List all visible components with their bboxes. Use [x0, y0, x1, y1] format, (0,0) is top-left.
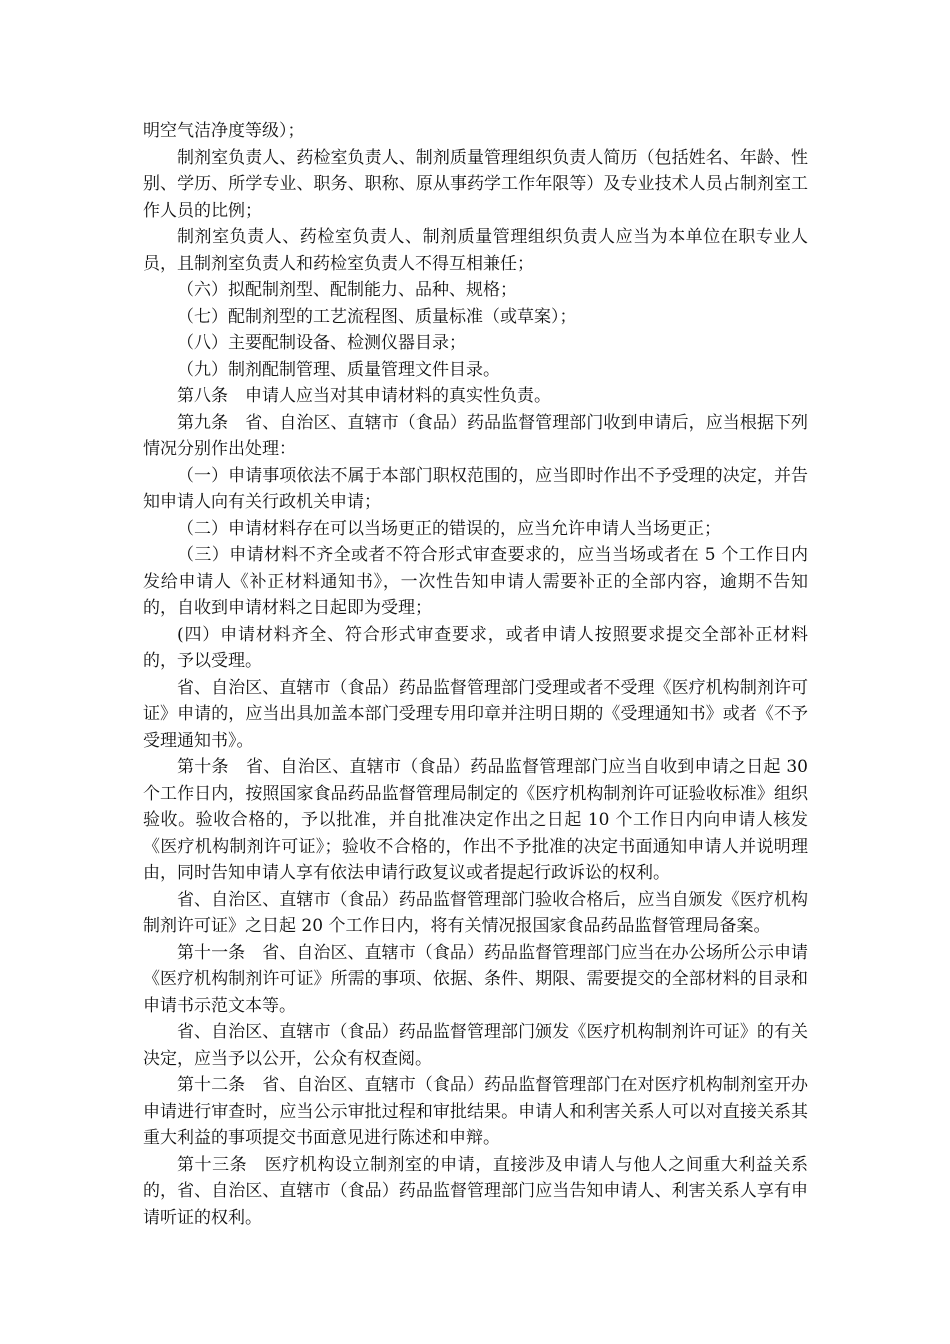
list-item: （七）配制剂型的工艺流程图、质量标准（或草案）；: [177, 306, 577, 327]
document-page: [143, 118, 808, 1231]
paragraph: 省、自治区、直辖市（食品）药品监督管理部门验收合格后，应当自颁发《医疗机构制剂许可证》之日起 20 个工作日内，将有关情况报国家食品药品监督管理局备案。: [143, 889, 808, 936]
list-item: （三）申请材料不齐全或者不符合形式审查要求的，应当当场或者在 5 个工作日内发给申请人《补正材料通知书》，一次性告知申请人需要补正的全部内容，逾期不告知的，自收到申请材料之日起即为受理；: [143, 545, 808, 618]
article-11: 第十一条 省、自治区、直辖市（食品）药品监督管理部门应当在办公场所公示申请《医疗机构制剂许可证》所需的事项、依据、条件、期限、需要提交的全部材料的目录和申请书示范文本等。: [143, 942, 808, 1016]
paragraph: 省、自治区、直辖市（食品）药品监督管理部门颁发《医疗机构制剂许可证》的有关决定，应当予以公开，公众有权查阅。: [143, 1022, 808, 1069]
article-8: 第八条 申请人应当对其申请材料的真实性负责。: [177, 386, 551, 406]
article-13: 第十三条 医疗机构设立制剂室的申请，直接涉及申请人与他人之间重大利益关系的，省、自治区、直辖市（食品）药品监督管理部门应当告知申请人、利害关系人享有申请听证的权利。: [143, 1154, 808, 1228]
list-item: （二）申请材料存在可以当场更正的错误的，应当允许申请人当场更正；: [177, 518, 721, 539]
list-item: （六）拟配制剂型、配制能力、品种、规格；: [177, 280, 517, 300]
paragraph: 制剂室负责人、药检室负责人、制剂质量管理组织负责人简历（包括姓名、年龄、性别、学历、所学专业、职务、职称、原从事药学工作年限等）及专业技术人员占制剂室工作人员的比例；: [143, 147, 808, 221]
paragraph: 制剂室负责人、药检室负责人、制剂质量管理组织负责人应当为本单位在职专业人员，且制剂室负责人和药检室负责人不得互相兼任；: [143, 227, 808, 274]
article-12: 第十二条 省、自治区、直辖市（食品）药品监督管理部门在对医疗机构制剂室开办申请进行审查时，应当公示审批过程和审批结果。申请人和利害关系人可以对直接关系其重大利益的事项提交书面意见进行陈述和申辩。: [143, 1075, 808, 1148]
paragraph: 明空气洁净度等级）；: [143, 121, 305, 141]
list-item: （八）主要配制设备、检测仪器目录；: [177, 333, 466, 353]
paragraph: 省、自治区、直辖市（食品）药品监督管理部门受理或者不受理《医疗机构制剂许可证》申请的，应当出具加盖本部门受理专用印章并注明日期的《受理通知书》或者《不予受理通知书》。: [143, 677, 808, 751]
list-item: (四）申请材料齐全、符合形式审查要求，或者申请人按照要求提交全部补正材料的，予以受理。: [143, 624, 808, 671]
list-item: （九）制剂配制管理、质量管理文件目录。: [177, 359, 500, 380]
article-10: 第十条 省、自治区、直辖市（食品）药品监督管理部门应当自收到申请之日起 30 个工作日内，按照国家食品药品监督管理局制定的《医疗机构制剂许可证验收标准》组织验收。验收合格的，予以批准，并自批准决定作出之日起 10 个工作日内向申请人核发《医疗机构制剂许可证》；验收不合格的，作出不予批准的决定书面通知申请人并说明理由，同时告知申请人享有依法申请行政复议或者提起行政诉讼的权利。: [143, 757, 808, 883]
article-9: 第九条 省、自治区、直辖市（食品）药品监督管理部门收到申请后，应当根据下列情况分别作出处理：: [143, 412, 808, 459]
list-item: （一）申请事项依法不属于本部门职权范围的，应当即时作出不予受理的决定，并告知申请人向有关行政机关申请；: [143, 465, 808, 512]
